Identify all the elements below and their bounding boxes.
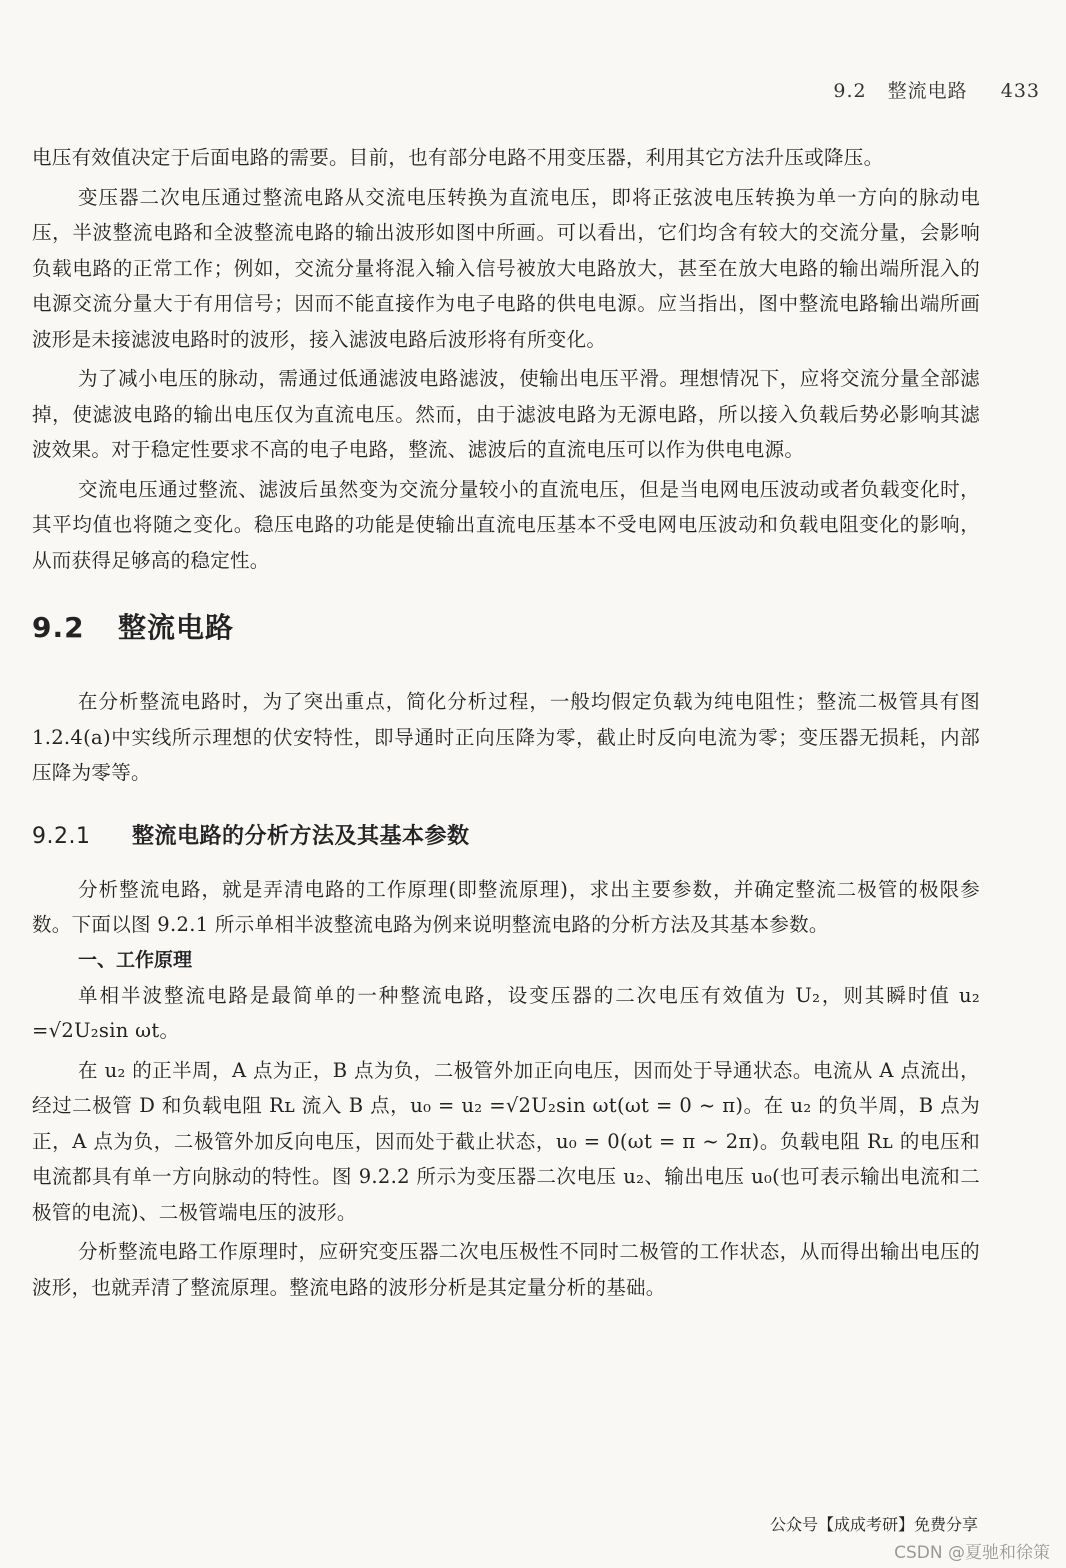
header-section-number: 9.2 bbox=[833, 80, 867, 102]
section-heading bbox=[32, 606, 980, 646]
paragraph: 在 u₂ 的正半周，A 点为正，B 点为负，二极管外加正向电压，因而处于导通状态。电流从 A 点流出，经过二极管 D 和负载电阻 Rʟ 流入 B 点，u₀ = u₂ =√2U₂sin ωt(ωt = 0 ~ π)。在 u₂ 的负半周，B 点为正，A 点为负，二极管外加反向电压，因而处于截止状态，u₀ = 0(ωt = π ~ 2π)。负载电阻 Rʟ 的电压和电流都具有单一方向脉动的特性。图 9.2.2 所示为变压器二次电压 u₂、输出电压 u₀(也可表示输出电流和二极管的电流)、二极管端电压的波形。 bbox=[32, 1058, 981, 1224]
paragraph: 交流电压通过整流、滤波后虽然变为交流分量较小的直流电压，但是当电网电压波动或者负载变化时，其平均值也将随之变化。稳压电路的功能是使输出直流电压基本不受电网电压波动和负载电阻变化的影响，从而获得足够高的稳定性。 bbox=[32, 477, 980, 572]
header-section-title: 整流电路 bbox=[887, 80, 968, 102]
footer-note: 公众号【成成考研】免费分享 bbox=[770, 1515, 979, 1534]
item-heading: 一、工作原理 bbox=[78, 948, 193, 971]
subsection-heading bbox=[32, 819, 980, 850]
section-title: 整流电路 bbox=[118, 611, 235, 644]
paragraph: 分析整流电路，就是弄清电路的工作原理(即整流原理)，求出主要参数，并确定整流二极管的极限参数。下面以图 9.2.1 所示单相半波整流电路为例来说明整流电路的分析方法及其基本参数。 bbox=[32, 877, 980, 936]
paragraph: 分析整流电路工作原理时，应研究变压器二次电压极性不同时二极管的工作状态，从而得出输出电压的波形，也就弄清了整流原理。整流电路的波形分析是其定量分析的基础。 bbox=[32, 1240, 980, 1299]
subsection-title: 整流电路的分析方法及其基本参数 bbox=[132, 823, 470, 849]
paragraph: 单相半波整流电路是最简单的一种整流电路，设变压器的二次电压有效值为 U₂，则其瞬时值 u₂ =√2U₂sin ωt。 bbox=[32, 983, 980, 1042]
watermark: CSDN @夏驰和徐策 bbox=[894, 1543, 1050, 1563]
paragraph: 变压器二次电压通过整流电路从交流电压转换为直流电压，即将正弦波电压转换为单一方向的脉动电压，半波整流电路和全波整流电路的输出波形如图中所画。可以看出，它们均含有较大的交流分量，会影响负载电路的正常工作；例如，交流分量将混入输入信号被放大电路放大，甚至在放大电路的输出端所混入的电源交流分量大于有用信号；因而不能直接作为电子电路的供电电源。应当指出，图中整流电路输出端所画波形是未接滤波电路时的波形，接入滤波电路后波形将有所变化。 bbox=[32, 185, 980, 351]
section-number: 9.2 bbox=[32, 611, 85, 644]
paragraph-continued: 电压有效值决定于后面电路的需要。目前，也有部分电路不用变压器，利用其它方法升压或降压。 bbox=[32, 146, 884, 169]
paragraph: 在分析整流电路时，为了突出重点，简化分析过程，一般均假定负载为纯电阻性；整流二极管具有图 1.2.4(a)中实线所示理想的伏安特性，即导通时正向压降为零，截止时反向电流为零；变压器无损耗，内部压降为零等。 bbox=[32, 690, 980, 784]
page-number: 433 bbox=[1000, 80, 1040, 102]
paragraph: 为了减小电压的脉动，需通过低通滤波电路滤波，使输出电压平滑。理想情况下，应将交流分量全部滤掉，使滤波电路的输出电压仅为直流电压。然而，由于滤波电路为无源电路，所以接入负载后势必影响其滤波效果。对于稳定性要求不高的电子电路，整流、滤波后的直流电压可以作为供电电源。 bbox=[32, 367, 980, 461]
subsection-number: 9.2.1 bbox=[32, 823, 91, 849]
page-body bbox=[32, 140, 980, 1305]
running-header bbox=[833, 76, 1040, 103]
